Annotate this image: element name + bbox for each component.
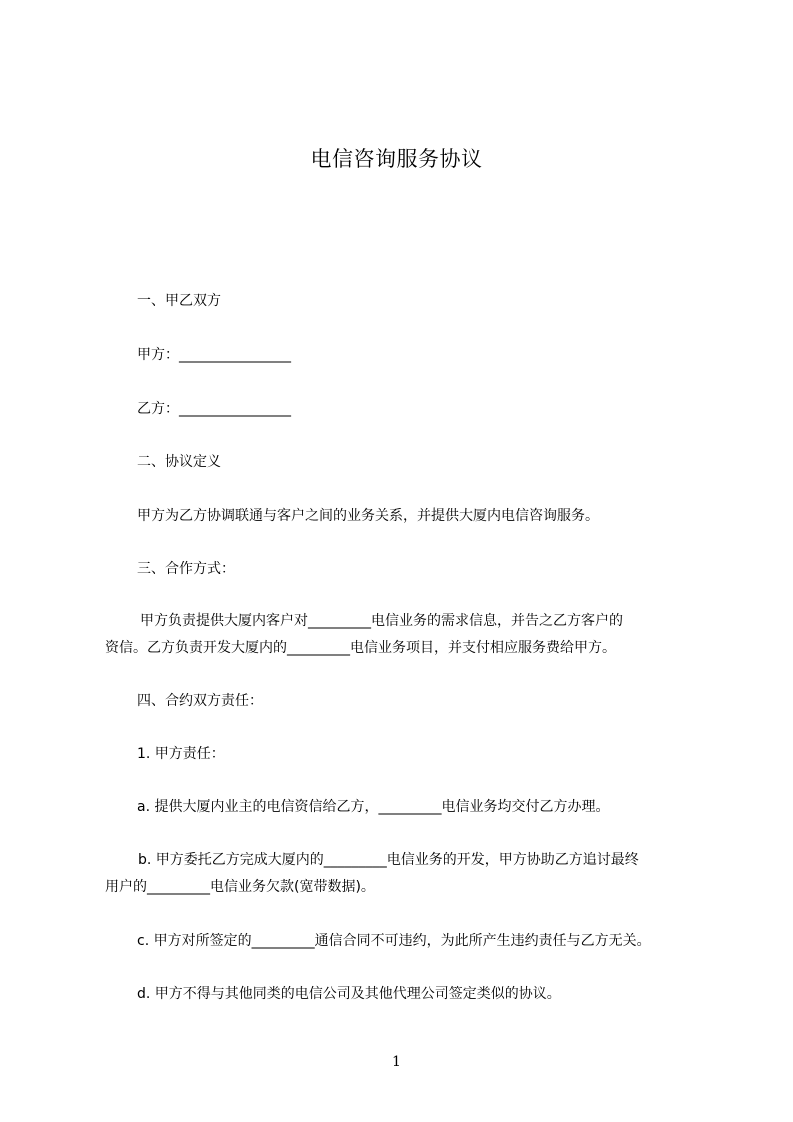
definition-text: 甲方为乙方协调联通与客户之间的业务关系，并提供大厦内电信咨询服务。 (137, 508, 599, 524)
section-heading-parties: 一、甲乙双方 (137, 293, 221, 309)
responsibility-item-b-line-2: 用户的_________电信业务欠款(宽带数据)。 (105, 879, 375, 895)
party-a-line: 甲方：________________ (137, 347, 291, 363)
page-number: 1 (392, 1054, 401, 1070)
responsibility-item-d: d. 甲方不得与其他同类的电信公司及其他代理公司签定类似的协议。 (137, 986, 561, 1002)
responsibility-item-c: c. 甲方对所签定的_________通信合同不可违约，为此所产生违约责任与乙方无关。 (137, 933, 651, 949)
party-b-line: 乙方：________________ (137, 401, 291, 417)
section-heading-cooperation: 三、合作方式： (137, 561, 235, 577)
responsibility-item-a: a. 提供大厦内业主的电信资信给乙方，_________电信业务均交付乙方办理。 (137, 799, 610, 815)
document-title: 电信咨询服务协议 (310, 147, 483, 171)
section-heading-definition: 二、协议定义 (137, 454, 221, 470)
cooperation-text-line-1: 甲方负责提供大厦内客户对_________电信业务的需求信息，并告之乙方客户的 (140, 613, 623, 629)
section-heading-responsibilities: 四、合约双方责任： (137, 693, 263, 709)
responsibility-item-b-line-1: b. 甲方委托乙方完成大厦内的_________电信业务的开发，甲方协助乙方追讨最终 (138, 852, 639, 868)
party-a-responsibilities-heading: 1. 甲方责任： (137, 746, 225, 762)
cooperation-text-line-2: 资信。乙方负责开发大厦内的_________电信业务项目，并支付相应服务费给甲方。 (105, 640, 616, 656)
